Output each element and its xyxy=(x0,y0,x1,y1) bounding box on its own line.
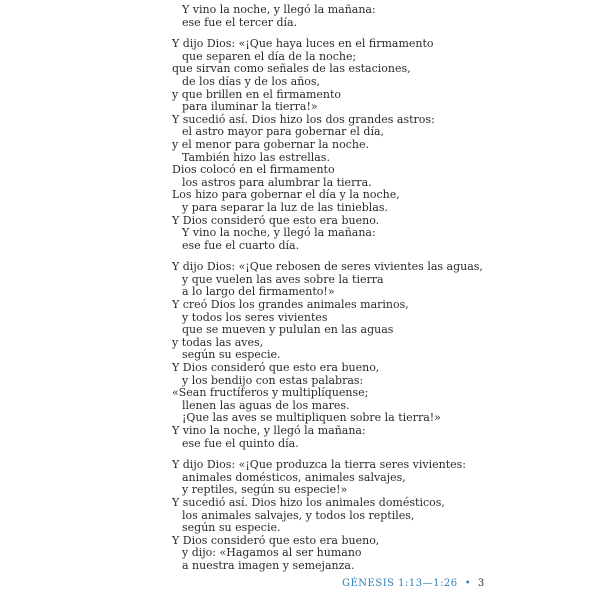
verse-line: Y dijo Dios: «¡Que produzca la tierra seres vivientes: xyxy=(172,458,466,472)
verse-line: Y dijo Dios: «¡Que haya luces en el firmamento xyxy=(172,37,434,51)
verse-line: los astros para alumbrar la tierra. xyxy=(182,175,372,189)
verse-line: Y Dios consideró que esto era bueno, xyxy=(172,361,380,375)
verse-line: a lo largo del firmamento!» xyxy=(182,285,335,299)
verse-line: los animales salvajes, y todos los reptiles, xyxy=(182,508,415,522)
verse-line: Y Dios consideró que esto era bueno. xyxy=(172,213,380,227)
verse-line: y todas las aves, xyxy=(172,335,264,349)
verse-line: Y dijo Dios: «¡Que rebosen de seres vivientes las aguas, xyxy=(172,260,483,274)
verse-line: y para separar la luz de las tinieblas. xyxy=(182,200,388,214)
verse-line: Y creó Dios los grandes animales marinos, xyxy=(172,298,409,312)
verse-line: Los hizo para gobernar el día y la noche, xyxy=(172,188,400,202)
verse-line: y el menor para gobernar la noche. xyxy=(172,137,369,151)
footer-separator: • xyxy=(464,578,471,589)
verse-line: y reptiles, según su especie!» xyxy=(182,483,348,497)
chapter-reference: GÉNESIS 1:13—1:26 xyxy=(342,578,458,589)
verse-line: y que vuelen las aves sobre la tierra xyxy=(182,272,384,286)
verse-line: y dijo: «Hagamos al ser humano xyxy=(182,546,362,560)
verse-line: y los bendijo con estas palabras: xyxy=(182,373,364,387)
verse-line: según su especie. xyxy=(182,521,281,535)
verse-line: Y sucedió así. Dios hizo los animales domésticos, xyxy=(172,495,445,509)
verse-line: Y sucedió así. Dios hizo los dos grandes astros: xyxy=(172,112,435,126)
verse-line: y que brillen en el firmamento xyxy=(172,87,342,101)
verse-line: que sirvan como señales de las estaciones, xyxy=(172,62,411,76)
page-number: 3 xyxy=(477,578,485,589)
verse-line: que se mueven y pululan en las aguas xyxy=(182,323,394,337)
verse-line: Y Dios consideró que esto era bueno, xyxy=(172,533,380,547)
page-footer xyxy=(342,578,484,589)
verse-line: Dios colocó en el firmamento xyxy=(172,163,335,177)
verse-line: según su especie. xyxy=(182,348,281,362)
verse-line: ¡Que las aves se multipliquen sobre la tierra!» xyxy=(182,411,441,425)
verse-line: a nuestra imagen y semejanza. xyxy=(182,558,355,572)
scripture-text xyxy=(172,4,483,573)
verse-line: y todos los seres vivientes xyxy=(182,310,328,324)
verse-line: Y vino la noche, y llegó la mañana: xyxy=(172,424,366,437)
verse-line: Y vino la noche, y llegó la mañana: xyxy=(182,3,376,16)
verse-line: ese fue el tercer día. xyxy=(182,15,298,29)
verse-line: llenen las aguas de los mares. xyxy=(182,398,350,412)
verse-line: También hizo las estrellas. xyxy=(182,150,330,164)
verse-line: Y vino la noche, y llegó la mañana: xyxy=(182,226,376,240)
verse-line: «Sean fructíferos y multiplíquense; xyxy=(172,386,369,400)
verse-line: el astro mayor para gobernar el día, xyxy=(182,125,385,139)
verse-line: para iluminar la tierra!» xyxy=(182,100,318,114)
verse-line: ese fue el quinto día. xyxy=(182,436,299,450)
verse-line: animales domésticos, animales salvajes, xyxy=(182,470,406,484)
verse-line: ese fue el cuarto día. xyxy=(182,238,300,252)
verse-line: de los días y de los años, xyxy=(182,74,321,88)
verse-line: que separen el día de la noche; xyxy=(182,49,357,63)
